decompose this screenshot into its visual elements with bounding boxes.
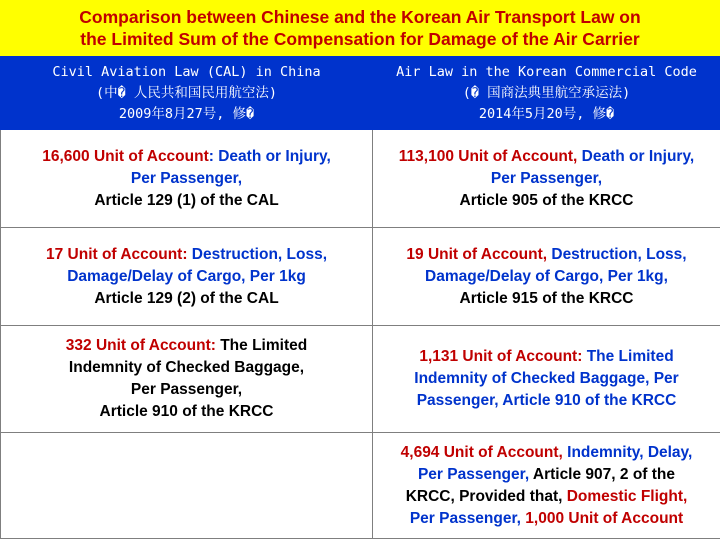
cell-china-baggage — [1, 326, 373, 433]
cell-korea-delay — [373, 433, 720, 539]
article-label: Article 907, 2 of the — [529, 465, 676, 483]
amount-label: 19 Unit of Account, — [406, 245, 548, 263]
scope-label: Per Passenger, — [417, 465, 530, 483]
cell-korea-death-injury — [373, 130, 720, 228]
category-label: Indemnity, Delay, — [562, 443, 693, 461]
table-header-row — [1, 57, 720, 130]
scope-label-2: Per Passenger, — [409, 509, 526, 527]
domestic-amount-label: 1,000 Unit of Account — [525, 509, 684, 527]
scope-label: Per Passenger, — [490, 169, 603, 187]
proviso-label: KRCC, Provided that, — [405, 487, 567, 505]
article-label: Article 129 (2) of the CAL — [94, 289, 279, 307]
cell-china-death-injury — [1, 130, 373, 228]
cell-korea-cargo — [373, 228, 720, 326]
scope-label: Damage/Delay of Cargo, Per 1kg — [67, 267, 306, 285]
scope-label: Indemnity of Checked Baggage, — [68, 359, 305, 376]
category-label: The Limited — [220, 337, 308, 354]
amount-label: 113,100 Unit of Account, — [398, 147, 578, 165]
header-right-line-1: Air Law in the Korean Commercial Code — [396, 63, 697, 80]
article-label: Article 915 of the KRCC — [459, 289, 634, 307]
title-bar — [0, 0, 720, 56]
category-label: Destruction, Loss, — [547, 245, 687, 263]
scope-label: Indemnity of Checked Baggage, Per — [414, 370, 679, 387]
amount-label: 4,694 Unit of Account, — [400, 443, 563, 461]
header-korea-law — [373, 57, 720, 130]
scope-label: Damage/Delay of Cargo, Per 1kg, — [425, 267, 668, 285]
category-label: Death or Injury, — [577, 147, 695, 165]
cell-china-delay-empty — [1, 433, 373, 539]
table-row-cargo — [1, 228, 720, 326]
header-china-law — [1, 57, 373, 130]
scope-label-2: Passenger, — [416, 392, 499, 409]
table-row-delay — [1, 433, 720, 539]
category-label: The Limited — [586, 348, 674, 365]
header-left-line-2: (中� 人民共和国民用航空法) — [95, 84, 277, 101]
title-line-2: the Limited Sum of the Compensation for Damage of the Air Carrier — [80, 29, 640, 49]
amount-label: 1,131 Unit of Account: — [419, 348, 587, 365]
amount-label: 16,600 Unit of Account — [42, 147, 209, 165]
comparison-table — [0, 56, 720, 539]
category-label: : Death or Injury, — [208, 147, 331, 165]
amount-label: 332 Unit of Account: — [65, 337, 221, 354]
article-label: Article 129 (1) of the CAL — [94, 191, 279, 209]
domestic-flight-label: Domestic Flight, — [566, 487, 688, 505]
header-left-line-1: Civil Aviation Law (CAL) in China — [52, 63, 321, 80]
header-left-line-3: 2009年8月27号, 修� — [118, 105, 255, 122]
header-right-line-3: 2014年5月20号, 修� — [478, 105, 615, 122]
table-row-baggage — [1, 326, 720, 433]
amount-label: 17 Unit of Account: — [45, 245, 192, 263]
article-label: Article 910 of the KRCC — [99, 403, 274, 420]
scope-label-2: Per Passenger, — [130, 381, 243, 398]
cell-china-cargo — [1, 228, 373, 326]
category-label: Destruction, Loss, — [191, 245, 328, 263]
cell-korea-baggage — [373, 326, 720, 433]
header-right-line-2: (� 国商法典里航空承运法) — [462, 84, 631, 101]
scope-label: Per Passenger, — [130, 169, 243, 187]
title-line-1: Comparison between Chinese and the Korean Air Transport Law on — [79, 7, 641, 27]
article-label: Article 910 of the KRCC — [498, 392, 677, 409]
table-row-death-injury — [1, 130, 720, 228]
article-label: Article 905 of the KRCC — [459, 191, 634, 209]
